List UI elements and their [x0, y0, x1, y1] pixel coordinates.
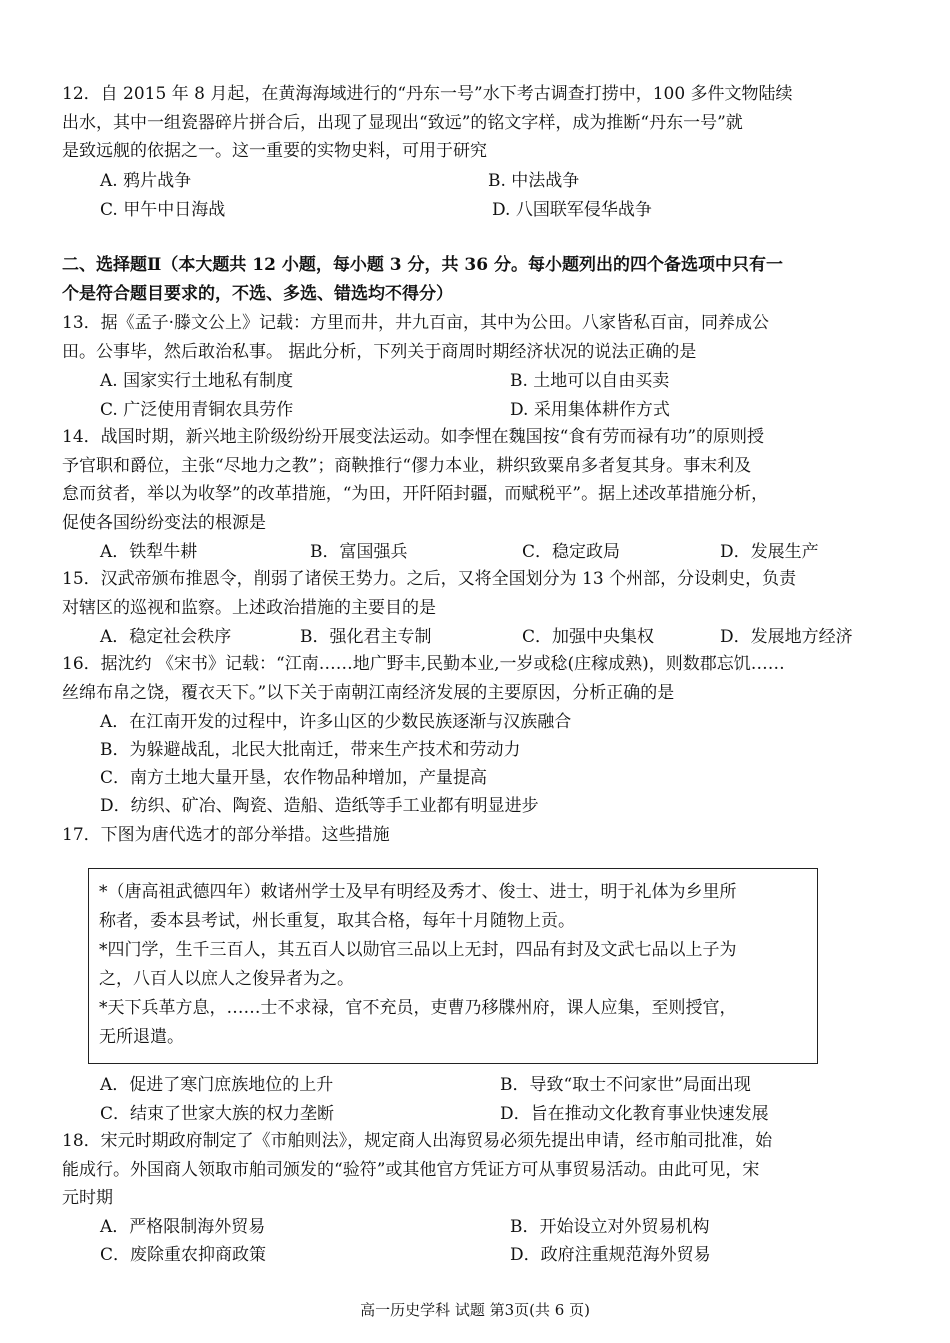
- q18-option-a[interactable]: A．严格限制海外贸易: [100, 1217, 266, 1237]
- q17-option-c[interactable]: C．结束了世家大族的权力垄断: [100, 1104, 335, 1124]
- q15-option-d[interactable]: D．发展地方经济: [720, 627, 853, 647]
- section-2-line: 二、选择题Ⅱ（本大题共 12 小题，每小题 3 分，共 36 分。每小题列出的四个备选项中只有一: [62, 255, 783, 275]
- q17-box-line: *四门学，生千三百人，其五百人以勋官三品以上无封，四品有封及文武七品以上子为: [99, 940, 737, 960]
- q17-box-line: *天下兵革方息，……士不求禄，官不充员，吏曹乃移牒州府，课人应集，至则授官，: [99, 998, 737, 1018]
- q18-line: 能成行。外国商人领取市舶司颁发的“验符”或其他官方凭证方可从事贸易活动。由此可见，宋: [62, 1159, 760, 1180]
- question-15-stem: [62, 565, 882, 622]
- q13-option-a[interactable]: A. 国家实行土地私有制度: [100, 371, 294, 391]
- q18-option-d[interactable]: D．政府注重规范海外贸易: [510, 1245, 711, 1265]
- page-footer: 高一历史学科 试题 第3页(共 6 页): [360, 1301, 590, 1319]
- q13-line: 田。公事毕，然后敢治私事。 据此分析，下列关于商周时期经济状况的说法正确的是: [62, 341, 697, 362]
- question-13-stem: [62, 309, 882, 366]
- q18-line: 18．宋元时期政府制定了《市舶则法》，规定商人出海贸易必须先提出申请，经市舶司批准，始: [62, 1131, 773, 1151]
- q18-option-b[interactable]: B．开始设立对外贸易机构: [510, 1217, 710, 1237]
- q18-option-c[interactable]: C．废除重农抑商政策: [100, 1245, 267, 1265]
- q14-option-c[interactable]: C．稳定政局: [522, 542, 621, 562]
- q15-option-c[interactable]: C．加强中央集权: [522, 627, 655, 647]
- q16-option-c[interactable]: C．南方土地大量开垦，农作物品种增加，产量提高: [100, 768, 488, 788]
- q15-option-b[interactable]: B．强化君主专制: [300, 627, 432, 647]
- q14-option-a[interactable]: A．铁犁牛耕: [100, 542, 198, 562]
- q17-box-line: *（唐高祖武德四年）敕诸州学士及早有明经及秀才、俊士、进士，明于礼体为乡里所: [99, 882, 737, 902]
- q14-line: 怠而贫者，举以为收孥”的改革措施，“为田，开阡陌封疆，而赋税平”。据上述改革措施分析，: [62, 484, 769, 504]
- q14-line: 促使各国纷纷变法的根源是: [62, 512, 266, 533]
- q13-line: 13．据《孟子·滕文公上》记载：方里而井，井九百亩，其中为公田。八家皆私百亩，同养成公: [62, 313, 770, 333]
- q13-option-b[interactable]: B. 土地可以自由买卖: [510, 371, 670, 391]
- q16-option-b[interactable]: B．为躲避战乱，北民大批南迁，带来生产技术和劳动力: [100, 740, 521, 760]
- q16-option-d[interactable]: D．纺织、矿冶、陶瓷、造船、造纸等手工业都有明显进步: [100, 796, 539, 816]
- q14-line: 予官职和爵位，主张“尽地力之教”；商鞅推行“僇力本业，耕织致粟帛多者复其身。事末利及: [62, 455, 752, 476]
- q15-option-a[interactable]: A．稳定社会秩序: [100, 627, 232, 647]
- q13-option-d[interactable]: D. 采用集体耕作方式: [510, 400, 670, 420]
- q17-source-box: [88, 868, 818, 1064]
- q12-line: 12．自 2015 年 8 月起，在黄海海域进行的“丹东一号”水下考古调查打捞中，100 多件文物陆续: [62, 84, 793, 104]
- q14-option-b[interactable]: B．富国强兵: [310, 542, 408, 562]
- q17-option-a[interactable]: A．促进了寒门庶族地位的上升: [100, 1075, 334, 1095]
- q17-option-d[interactable]: D．旨在推动文化教育事业快速发展: [500, 1104, 769, 1124]
- q12-option-a[interactable]: A. 鸦片战争: [100, 171, 192, 191]
- q17-box-line: 无所退遣。: [99, 1027, 184, 1047]
- q16-line: 16．据沈约 《宋书》记载：“江南……地广野丰,民勤本业,一岁或稔(庄稼成熟)，则数郡忘饥……: [62, 654, 785, 674]
- section-2-line: 个是符合题目要求的，不选、多选、错选均不得分）: [62, 283, 453, 304]
- section-2-header: [62, 251, 882, 308]
- question-18-stem: [62, 1127, 882, 1213]
- q17-option-b[interactable]: B．导致“取士不问家世”局面出现: [500, 1075, 751, 1095]
- q14-line: 14．战国时期，新兴地主阶级纷纷开展变法运动。如李悝在魏国按“食有劳而禄有功”的原则授: [62, 427, 765, 447]
- q13-option-c[interactable]: C. 广泛使用青铜农具劳作: [100, 400, 294, 420]
- question-17-stem: 17．下图为唐代选才的部分举措。这些措施: [62, 825, 390, 845]
- q16-option-a[interactable]: A．在江南开发的过程中，许多山区的少数民族逐渐与汉族融合: [100, 712, 572, 732]
- q12-option-d[interactable]: D. 八国联军侵华战争: [492, 200, 652, 220]
- question-16-stem: [62, 650, 882, 707]
- q12-option-b[interactable]: B. 中法战争: [488, 171, 580, 191]
- q12-line: 出水，其中一组瓷器碎片拼合后，出现了显现出“致远”的铭文字样，成为推断“丹东一号”就: [62, 112, 743, 133]
- q17-box-line: 之，八百人以庶人之俊异者为之。: [99, 969, 354, 989]
- q14-option-d[interactable]: D．发展生产: [720, 542, 819, 562]
- q12-line: 是致远舰的依据之一。这一重要的实物史料，可用于研究: [62, 141, 487, 161]
- question-14-stem: [62, 423, 882, 537]
- q17-box-line: 称者，委本县考试，州长重复，取其合格，每年十月随物上贡。: [99, 911, 575, 931]
- q18-line: 元时期: [62, 1188, 113, 1208]
- q15-line: 15．汉武帝颁布推恩令，削弱了诸侯王势力。之后，又将全国划分为 13 个州部，分设刺史，负责: [62, 569, 797, 589]
- q16-line: 丝绵布帛之饶，覆衣天下。”以下关于南朝江南经济发展的主要原因，分析正确的是: [62, 682, 675, 703]
- q15-line: 对辖区的巡视和监察。上述政治措施的主要目的是: [62, 597, 436, 618]
- question-12-stem: [62, 80, 882, 166]
- q12-option-c[interactable]: C. 甲午中日海战: [100, 200, 226, 220]
